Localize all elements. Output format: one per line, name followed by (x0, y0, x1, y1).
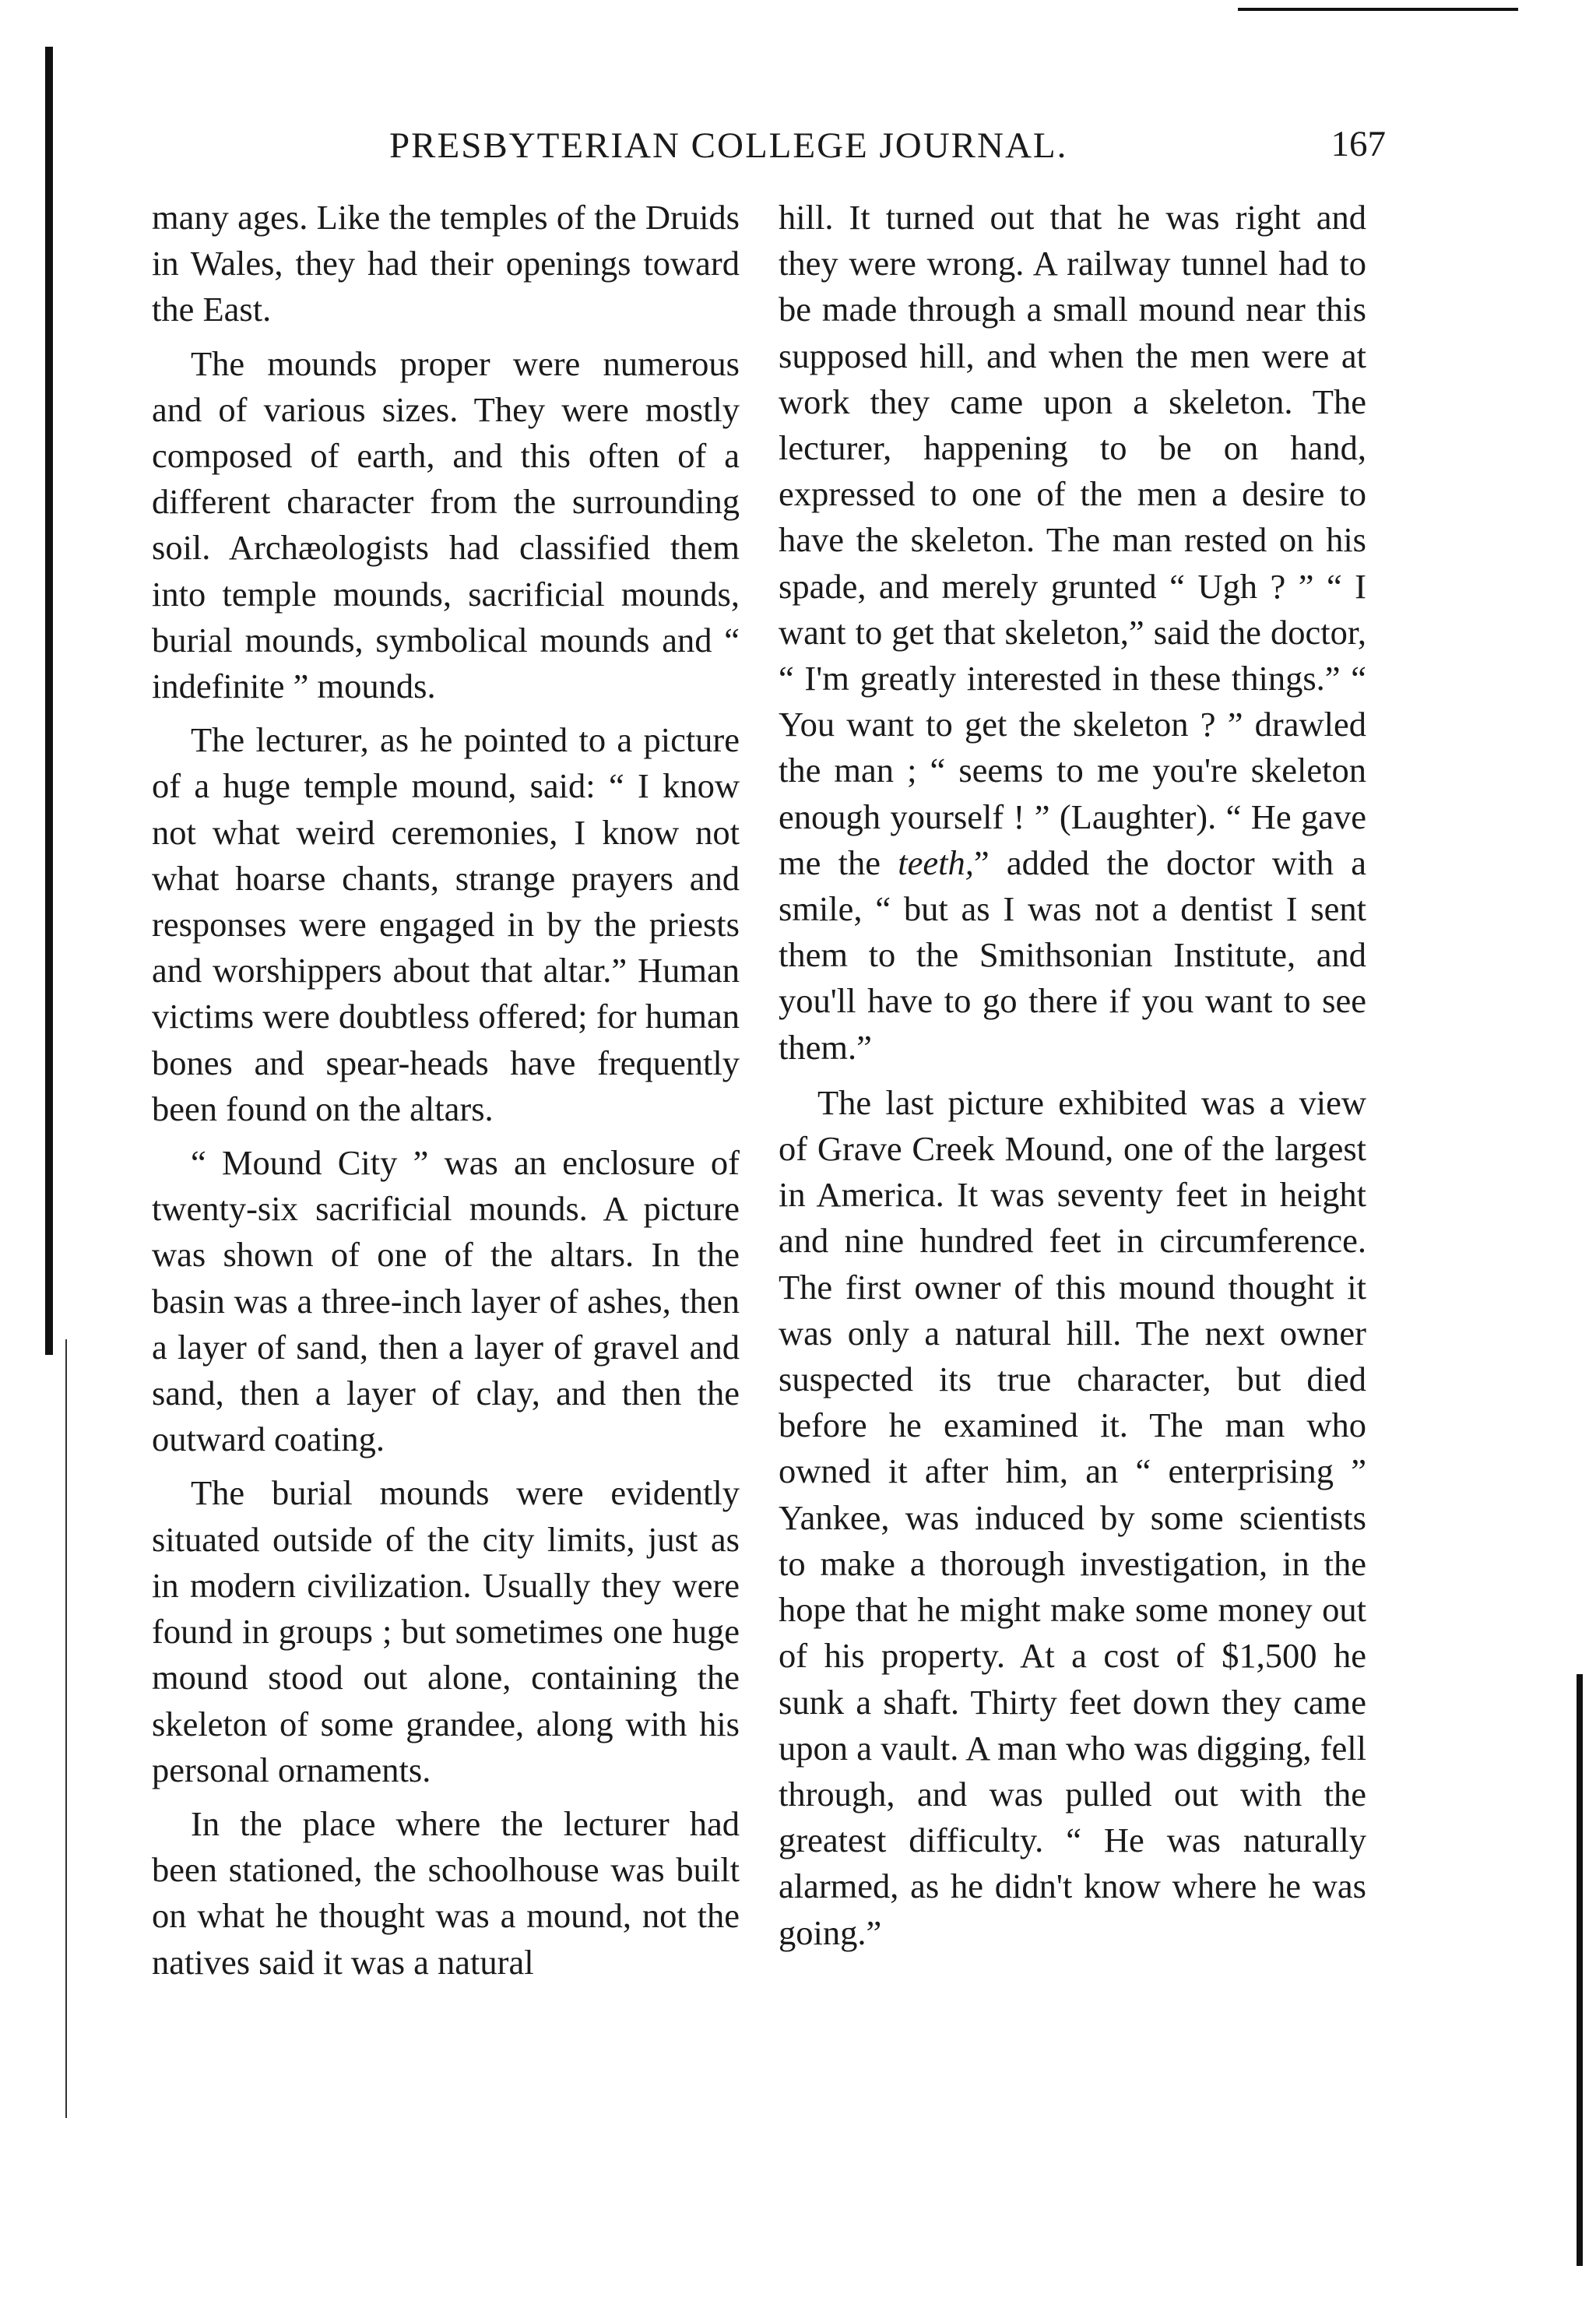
paragraph: In the place where the lecturer had been stationed, the schoolhouse was built on what he thought was a mound, not the natives said it was a natural (152, 1803, 740, 1982)
running-head: PRESBYTERIAN COLLEGE JOURNAL. (389, 125, 1068, 166)
page-number: 167 (1331, 124, 1386, 164)
paragraph: The last picture exhibited was a view of Grave Creek Mound, one of the largest in America. It was seventy feet in height and nine hundred feet in circumference. The first owner of this mound thought it was only a natural hill. The next owner suspected its true character, but died before he examined it. The man who owned it after him, an “ enterprising ” Yankee, was induced by some scientists to make a thorough investigation, in the hope that he might make some money out of his property. At a cost of $1,500 he sunk a shaft. Thirty feet down they came upon a vault. A man who was digging, fell through, and was pulled out with the greatest difficulty. “ He was naturally alarmed, as he didn't know where he was going.” (779, 1082, 1366, 1952)
scan-edge-left (45, 47, 53, 1355)
scan-edge-right (1577, 1674, 1583, 2266)
paragraph: The mounds proper were numerous and of various sizes. They were mostly composed of earth, and this often of a different character from the surrounding soil. Archæologists had classified them into temple mounds, sacrificial mounds, burial mounds, symbolical mounds and “ indefinite ” mounds. (152, 343, 740, 706)
left-column (152, 195, 740, 1993)
scan-edge-left-thin (65, 1339, 67, 2118)
paragraph: many ages. Like the temples of the Druids in Wales, they had their openings toward the East. (152, 198, 740, 329)
paragraph-text: ” added the doctor with a smile, “ but as I was not a dentist I sent them to the Smithsonian Institute, and you'll have to go there if you want to see them.” (779, 843, 1366, 1067)
paragraph-text: hill. It turned out that he was right and they were wrong. A railway tunnel had to be made through a small mound near this supposed hill, and when the men were at work they came upon a skeleton. The lecturer, happening to be on hand, expressed to one of the men a desire to have the skeleton. The man rested on his spade, and merely grunted “ Ugh ? ” “ I want to get that skeleton,” said the doctor, “ I'm greatly interested in these things.” “ You want to get the skeleton ? ” drawled the man ; “ seems to me you're skeleton enough yourself ! ” (Laughter). “ He gave me the (779, 198, 1366, 882)
paragraph: The burial mounds were evidently situated outside of the city limits, just as in modern civilization. Usually they were found in groups ; but sometimes one huge mound stood out alone, containing the skeleton of some grandee, along with his personal ornaments. (152, 1473, 740, 1789)
paragraph: “ Mound City ” was an enclosure of twenty-six sacrificial mounds. A picture was shown of one of the altars. In the basin was a three-inch layer of ashes, then a layer of sand, then a layer of gravel and sand, then a layer of clay, and then the outward coating. (152, 1143, 740, 1459)
paragraph: The lecturer, as he pointed to a picture of a huge temple mound, said: “ I know not what weird ceremonies, I know not what hoarse chants, strange prayers and responses were engaged in by the priests and worshippers about that altar.” Human victims were doubtless offered; for human bones and spear-heads have frequently been found on the altars. (152, 720, 740, 1128)
top-rule (1238, 8, 1518, 11)
paragraph (779, 195, 1366, 1071)
right-column (779, 195, 1366, 1964)
italic-word: teeth, (898, 843, 974, 882)
